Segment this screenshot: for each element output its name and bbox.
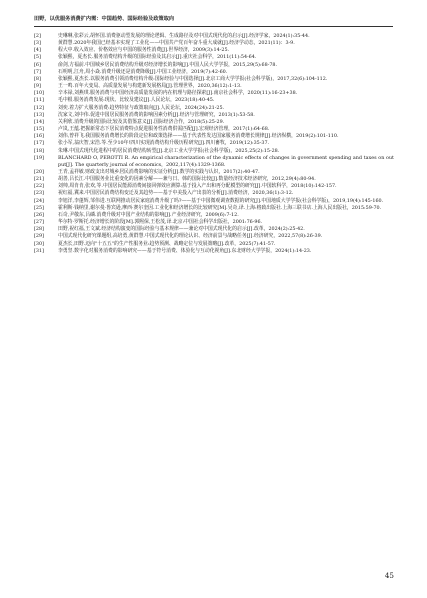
reference-text: 刘奕.着力扩大服务消费:趋势特征与政策取向[J].人民论坛，2024(24):21-25. — [58, 104, 225, 111]
reference-item — [34, 241, 394, 248]
reference-item — [34, 69, 394, 76]
reference-number: [24] — [34, 197, 44, 204]
reference-number: [25] — [34, 204, 44, 211]
reference-number: [19] — [34, 154, 44, 161]
reference-number: [13] — [34, 111, 44, 118]
reference-number: [9] — [34, 83, 41, 90]
reference-item — [34, 248, 394, 255]
reference-text: 刘帅,周肯肯,张欢,等.中国居民能源消费间接回弹效应测算:基于投入产出和再分配模型的研究[J].中国软科学，2018(10):142-157. — [58, 183, 337, 190]
reference-text: 俞剑,方福前.中国城乡居民消费结构升级对经济增长的影响[J].中国人民大学学报，2015,29(5):68-78. — [58, 61, 278, 68]
reference-item — [34, 198, 394, 205]
reference-text: 祝红福,冀来.中国居民消费结构变迁及其趋势——基于中美投入产出表的分析[J].消费经济，2020,36(1):3-12. — [58, 190, 294, 197]
reference-number: [6] — [34, 61, 41, 68]
reference-text: 中国式现代化研究课题组,高培勇,黄群慧.中国式现代化的理论认识、经济前景与战略任务[J].经济研究，2022,57(8):26-39. — [58, 233, 323, 240]
reference-text: BLANCHARD O, PEROTTI R. An empirical characterization of the dynamic effects of changes in government spending and taxes on output[J]. The quarterly journal of economics，2002,117(4):1329-1368. — [58, 154, 394, 168]
reference-text: 朱琳.中国式现代化进程中的居民消费结构转型[J].北京工业大学学报(社会科学版)，2025,25(2):15-28. — [58, 147, 280, 154]
reference-number: [11] — [34, 97, 44, 104]
reference-text: 张颖熙，夏杰长.服务消费结构升级的国际经验及其启示[J].重庆社会科学，2011(11):54-64. — [58, 54, 257, 61]
reference-number: [18] — [34, 147, 44, 154]
reference-text: 夏杰长,田野.迈向"十五五"的生产性服务业:趋势预测、战略定位与发展策略[J].改革，2025(7):41-57. — [58, 240, 276, 247]
reference-number: [14] — [34, 118, 44, 125]
reference-text: 王一鸣.百年大变局、高质量发展与构建新发展格局[J].管理世界，2020,36(12):1-13. — [58, 83, 242, 90]
reference-text: 沈家文,刘中伟.促进中国居民服务消费的影响因素分析[J].经济与管理研究，2013(1):53-58. — [58, 111, 255, 118]
reference-number: [5] — [34, 54, 41, 61]
reference-number: [22] — [34, 183, 44, 190]
reference-number: [26] — [34, 211, 44, 218]
reference-number: [20] — [34, 168, 44, 175]
reference-number: [28] — [34, 226, 44, 233]
reference-item — [34, 54, 394, 61]
reference-item — [34, 148, 394, 155]
reference-number: [8] — [34, 75, 41, 82]
reference-number: [7] — [34, 68, 41, 75]
reference-text: 黄群慧.2020年我国已经基本实现了工业化——中国共产党百年奋斗重大成就[J].经济学动态，2021(11)：3-9. — [58, 40, 295, 47]
reference-item — [34, 62, 394, 69]
reference-item — [34, 212, 394, 219]
reference-text: 毛中根.服务消费发展:现状、比较及建议[J].人民论坛，2023(18):40-45. — [58, 97, 215, 104]
reference-text: 李勇坚.数字化对服务消费的影响研究——基于符号消费、体验化与互动化视角[J].东北财经大学学报，2024(1):14-23. — [58, 247, 312, 254]
reference-list — [34, 33, 394, 255]
page-number: 45 — [384, 571, 394, 580]
reference-item — [34, 112, 394, 119]
header-rule — [34, 26, 393, 27]
reference-number: [29] — [34, 233, 44, 240]
reference-text: 石明明,江舟,周小焱.消费升级还是消费降级[J].中国工业经济，2019(7):42-60. — [58, 68, 228, 75]
reference-number: [2] — [34, 33, 41, 39]
reference-item — [34, 97, 394, 104]
reference-text: 霍利斯·钱纳里,谢尔曼·鲁宾逊,摩西·赛尔奎因.工业化和经济增长的比较研究[M].吴奇,译.上海:格致出版社.上海三联书店.上海人民出版社，2015:59-70. — [58, 204, 382, 211]
reference-item — [34, 140, 394, 147]
reference-text: 程大中.收入效应、价格效应与中国的服务性消费[J].世界经济，2009(3):14-25. — [58, 47, 230, 54]
reference-text: 张小军,翁庆智,宋浩.等.至少10年!四川实现消费结构升级历程研究[J].四川畜牧，2019(12):35-37. — [58, 140, 270, 147]
reference-text: 张颖熙,夏杰长.以服务消费引领消费结构升级:国际经验与中国选择[J].北京工商大学学报(社会科学版)，2017,32(6):104-112. — [58, 75, 328, 82]
reference-text: 石奇,尹敬东,吕磷.消费升级对中国产业结构的影响[J].产业经济研究，2009(6):7-12. — [58, 211, 239, 218]
reference-number: [31] — [34, 247, 44, 254]
reference-item — [34, 119, 394, 126]
reference-text: 辛本禄,刘燕琪.服务消费与中国经济高质量发展的内在机理与路径探索[J].南京社会科学，2020(11):16-23+38. — [58, 90, 298, 97]
reference-number: [27] — [34, 219, 44, 226]
reference-text: 刘伟,曾祥飞.我国服务消费增长的阶段定位和政策选择——基于代表性发达国家服务消费增长规律[J].经济纵横，2019(2):101-110. — [58, 133, 339, 140]
reference-item — [34, 205, 394, 212]
running-title: 田野，以优服务消费扩内需：中国趋势、国际经验及政策取向 — [34, 16, 175, 22]
reference-text: 关利欣.消费升级的国际比较及其借鉴意义[J].国际经济合作，2018(5):25-29. — [58, 118, 225, 125]
reference-number: [4] — [34, 47, 41, 54]
reference-number: [12] — [34, 104, 44, 111]
reference-number: [23] — [34, 190, 44, 197]
reference-item — [34, 190, 394, 197]
reference-text: 史琳琳,张彩云,胡怀国.消费驱动型发展的理论逻辑、生成路径及对中国式现代化的启示[J].经济学家，2024(1):35-44. — [58, 33, 310, 39]
reference-number: [21] — [34, 176, 44, 183]
reference-text: 胡善,吕长江.中国服务业比重变化的因素分解——兼与日、韩的国际比较[J].数量经济技术经济研究，2012,29(4):80-94. — [58, 176, 316, 183]
reference-text: 李旭洋,李蓬辉,邹伟进.互联网推动居民家庭消费升级了吗?——基于中国微观调查数据的研究[J].中国地质大学学报(社会科学版)，2019,19(4):145-160. — [58, 197, 384, 204]
reference-number: [15] — [34, 126, 44, 133]
reference-number: [3] — [34, 40, 41, 47]
reference-number: [10] — [34, 90, 44, 97]
reference-item — [34, 233, 394, 240]
reference-item — [34, 105, 394, 112]
reference-text: 王青,孟祥敏.财政支出对城乡居民消费影响的实证分析[J].数学的实践与认识，2017(2):40-47. — [58, 168, 260, 175]
reference-text: 卢岚,王蕴.把握新常态下居民消费特点促进服务性消费供需匹配[J].宏观经济管理，2017(1):64-68. — [58, 126, 270, 133]
reference-text: 田野,祝红福,王文斌.经济结构演变的国际经验与基本规律——兼论对中国式现代化的启示[J].改革，2024(2):25-42. — [58, 226, 305, 233]
reference-number: [16] — [34, 133, 44, 140]
reference-number: [30] — [34, 240, 44, 247]
reference-item — [34, 155, 394, 169]
reference-text: 华尔特·罗斯托.经济增长的阶段[M].郭熙保,王松茂,译.北京:中国社会科学出版社，2001:76-96. — [58, 219, 263, 226]
reference-number: [17] — [34, 140, 44, 147]
